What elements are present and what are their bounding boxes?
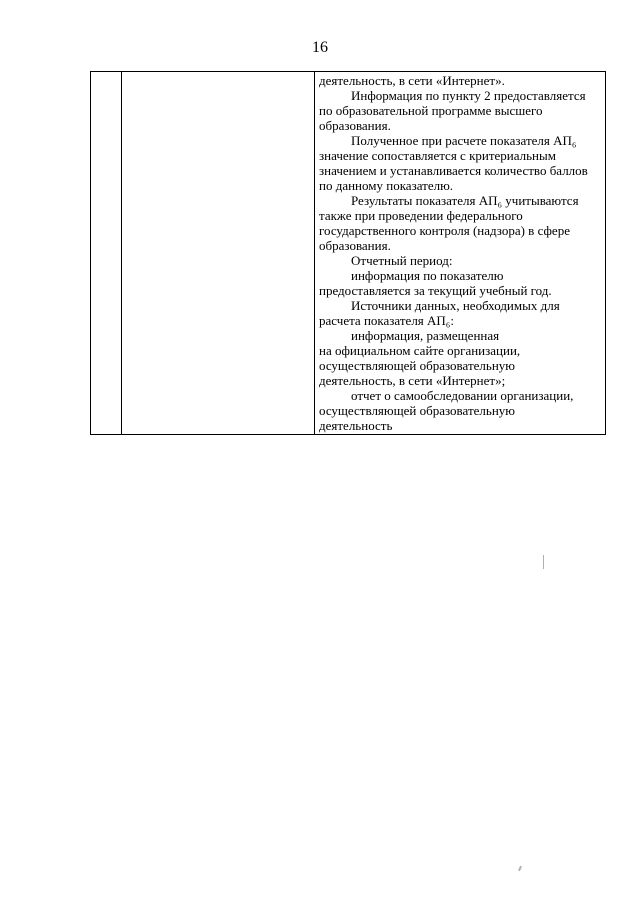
table-cell-number	[91, 72, 122, 435]
text-line: деятельность, в сети «Интернет»;	[319, 373, 506, 388]
text-line: деятельность	[319, 418, 393, 433]
page-number: 16	[312, 39, 328, 56]
text-line: по образовательной программе высшего	[319, 103, 543, 118]
description-text	[319, 73, 602, 433]
text-line: на официальном сайте организации,	[319, 343, 521, 358]
text-line: осуществляющей образовательную	[319, 358, 515, 373]
table-cell-indicator	[122, 72, 315, 435]
table-row	[91, 72, 606, 435]
text-line: по данному показателю.	[319, 178, 454, 193]
text-line: Отчетный период:	[351, 253, 453, 268]
text-line: значение сопоставляется с критериальным	[319, 148, 556, 163]
text-line: расчета показателя АП₆:	[319, 313, 454, 328]
text-line: предоставляется за текущий учебный год.	[319, 283, 552, 298]
text-line: также при проведении федерального	[319, 208, 523, 223]
text-line: образования.	[319, 238, 391, 253]
text-line: деятельность, в сети «Интернет».	[319, 73, 505, 88]
scan-artifact-mark	[543, 555, 544, 569]
text-line: Информация по пункту 2 предоставляется	[351, 88, 586, 103]
text-line: информация по показателю	[351, 268, 504, 283]
text-line: Полученное при расчете показателя АП₆	[351, 133, 577, 148]
text-line: Источники данных, необходимых для	[351, 298, 560, 313]
text-line: информация, размещенная	[351, 328, 500, 343]
text-line: образования.	[319, 118, 391, 133]
table-cell-description	[315, 72, 606, 435]
criteria-table	[90, 71, 606, 435]
scan-artifact-mark	[518, 866, 522, 871]
text-line: государственного контроля (надзора) в сфере	[319, 223, 570, 238]
text-line: значением и устанавливается количество баллов	[319, 163, 588, 178]
text-line: осуществляющей образовательную	[319, 403, 515, 418]
text-line: отчет о самообследовании организации,	[351, 388, 574, 403]
text-line: Результаты показателя АП₆ учитываются	[351, 193, 579, 208]
